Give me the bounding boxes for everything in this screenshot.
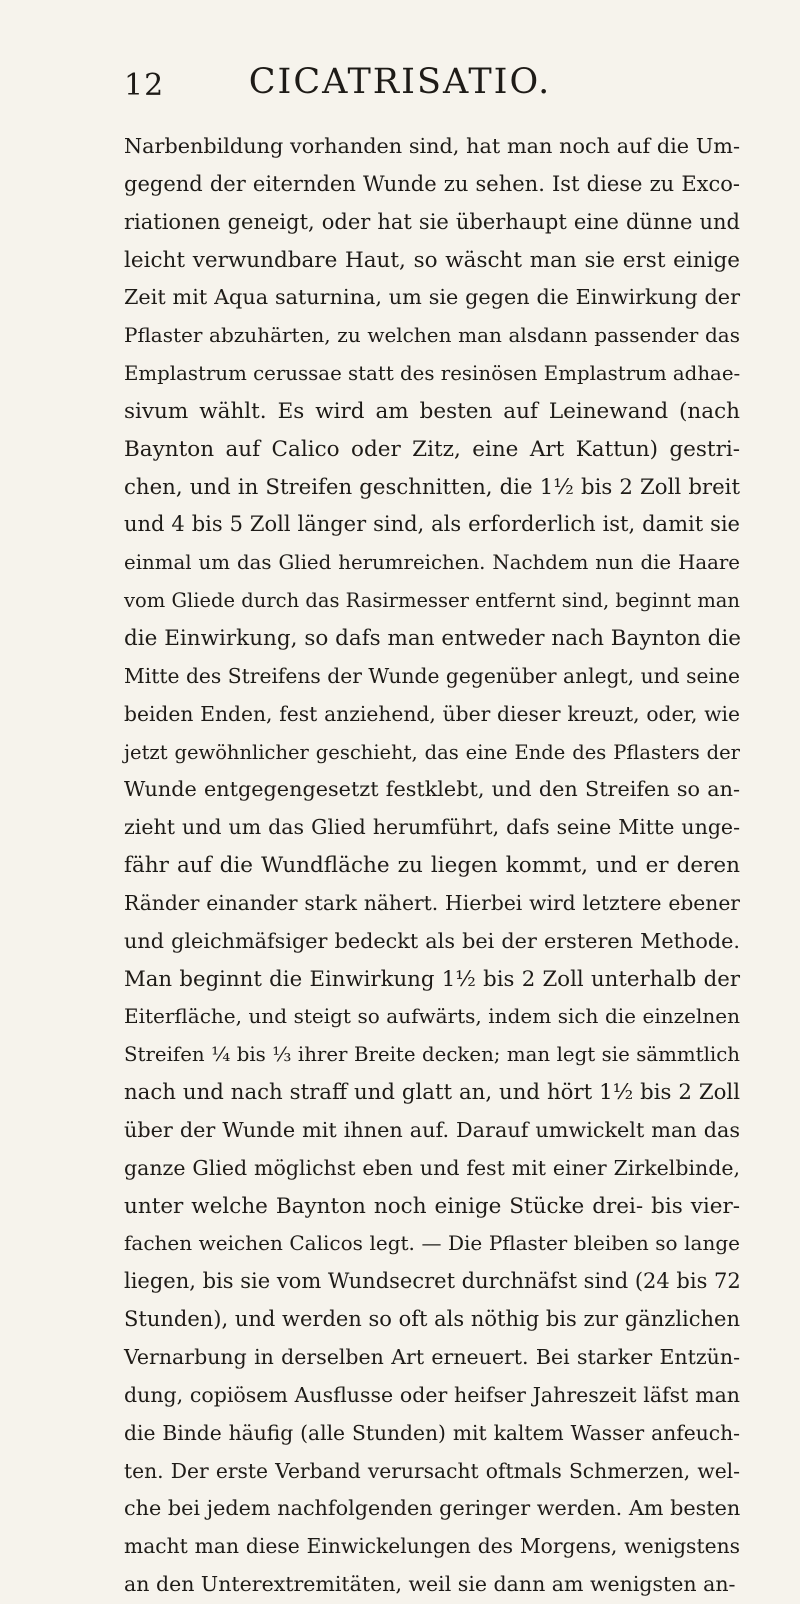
text-line: und 4 bis 5 Zoll länger sind, als erforderlich ist, damit sie (124, 512, 740, 537)
text-line: Ränder einander stark nähert. Hierbei wird letztere ebener (124, 890, 740, 915)
text-line: Mitte des Streifens der Wunde gegenüber anlegt, und seine (124, 663, 740, 688)
text-line: jetzt gewöhnlicher geschieht, das eine Ende des Pflasters der (124, 740, 740, 764)
text-line: fachen weichen Calicos legt. — Die Pflaster bleiben so lange (124, 1231, 740, 1256)
text-line: zieht und um das Glied herumführt, dafs seine Mitte unge- (124, 815, 740, 840)
text-line: gegend der eiternden Wunde zu sehen. Ist diese zu Exco- (124, 171, 740, 196)
text-line: die Einwirkung, so dafs man entweder nach Baynton die (124, 625, 741, 651)
text-line: Wunde entgegengesetzt festklebt, und den Streifen so an- (124, 777, 740, 802)
text-line: einmal um das Glied herumreichen. Nachdem nun die Haare (124, 551, 740, 575)
text-line: und gleichmäfsiger bedeckt als bei der ersteren Methode. (124, 928, 740, 953)
text-line: beiden Enden, fest anziehend, über dieser kreuzt, oder, wie (124, 701, 740, 726)
text-line: sivum wählt. Es wird am besten auf Leinewand (nach (124, 398, 740, 424)
text-line: Vernarbung in derselben Art erneuert. Bei starker Entzün- (124, 1345, 740, 1369)
text-line: Stunden), und werden so oft als nöthig bis zur gänzlichen (124, 1307, 740, 1332)
text-line: chen, und in Streifen geschnitten, die 1½ bis 2 Zoll breit (124, 474, 740, 500)
text-line: Streifen ¼ bis ⅓ ihrer Breite decken; man legt sie sämmtlich (124, 1043, 740, 1067)
text-line: leicht verwundbare Haut, so wäscht man sie erst einige (124, 247, 740, 273)
text-line: an den Unterextremitäten, weil sie dann am wenigsten an- (124, 1572, 736, 1597)
text-line: liegen, bis sie vom Wundsecret durchnäfst sind (24 bis 72 (124, 1269, 741, 1294)
text-line: che bei jedem nachfolgenden geringer werden. Am besten (124, 1496, 741, 1521)
text-line: vom Gliede durch das Rasirmesser entfernt sind, beginnt man (124, 589, 740, 613)
running-title: CICATRISATIO. (248, 62, 552, 102)
text-line: Baynton auf Calico oder Zitz, eine Art Kattun) gestri- (124, 436, 740, 462)
text-line: Narbenbildung vorhanden sind, hat man noch auf die Um- (124, 134, 740, 158)
text-line: unter welche Baynton noch einige Stücke drei- bis vier- (124, 1193, 740, 1219)
page-number: 12 (124, 68, 165, 103)
body-text (124, 128, 740, 1604)
text-line: Man beginnt die Einwirkung 1½ bis 2 Zoll unterhalb der (124, 966, 740, 992)
text-line: Pflaster abzuhärten, zu welchen man alsdann passender das (124, 323, 740, 348)
text-line: macht man diese Einwickelungen des Morgens, wenigstens (124, 1534, 740, 1559)
text-line: über der Wunde mit ihnen auf. Darauf umwickelt man das (124, 1117, 740, 1142)
text-line: die Binde häufig (alle Stunden) mit kaltem Wasser anfeuch- (124, 1420, 740, 1445)
text-line: dung, copiösem Ausflusse oder heifser Jahreszeit läfst man (124, 1382, 740, 1407)
text-line: riationen geneigt, oder hat sie überhaupt eine dünne und (124, 209, 740, 234)
text-line: Emplastrum cerussae statt des resinösen Emplastrum adhae- (124, 362, 741, 386)
text-line: Eiterfläche, und steigt so aufwärts, indem sich die einzelnen (124, 1004, 740, 1029)
text-line: ten. Der erste Verband verursacht oftmals Schmerzen, wel- (124, 1458, 740, 1483)
text-line: fähr auf die Wundfläche zu liegen kommt, und er deren (124, 853, 740, 879)
text-line: Zeit mit Aqua saturnina, um sie gegen die Einwirkung der (124, 285, 740, 310)
text-line: ganze Glied möglichst eben und fest mit einer Zirkelbinde, (124, 1155, 740, 1180)
text-line: nach und nach straff und glatt an, und hört 1½ bis 2 Zoll (124, 1080, 740, 1106)
